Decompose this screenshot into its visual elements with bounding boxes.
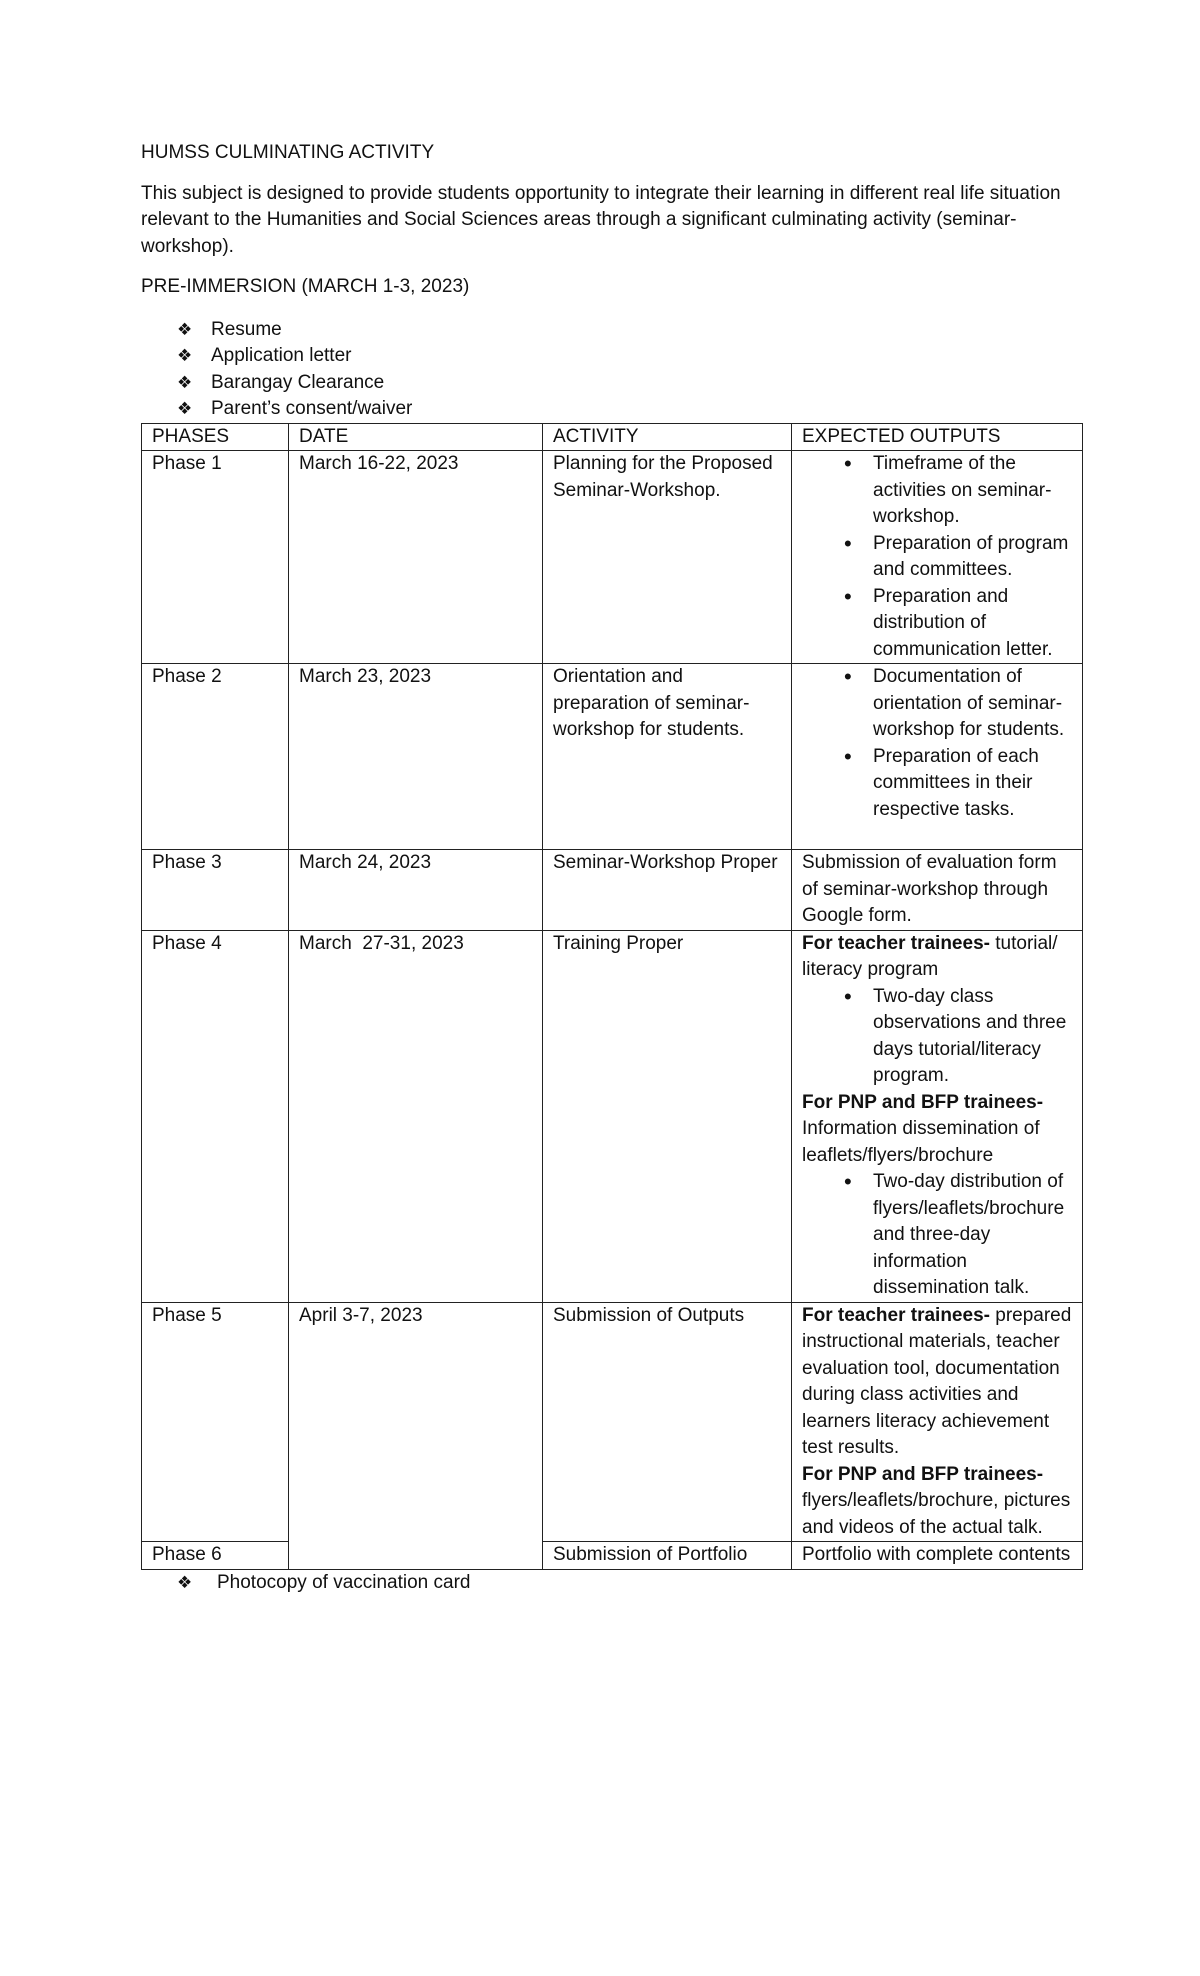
list-item: • Preparation and distribution of communication letter. [844, 584, 1072, 664]
table-row [142, 850, 1083, 931]
pre-immersion-heading: PRE-IMMERSION (MARCH 1-3, 2023) [141, 276, 470, 297]
teacher-trainees-label: For teacher trainees- [802, 1304, 990, 1326]
list-item: • Preparation of program and committees. [844, 531, 1072, 584]
list-item: ❖ Application letter [177, 343, 1081, 370]
phase-cell: Phase 3 [142, 850, 289, 931]
list-item: • Two-day class observations and three days tutorial/literacy program. [844, 984, 1072, 1090]
date-cell: March 27-31, 2023 [289, 930, 543, 1302]
list-item: • Documentation of orientation of seminar-workshop for students. [844, 664, 1072, 744]
outputs-list [802, 1169, 1072, 1302]
after-table-list [141, 1570, 1081, 1597]
schedule-table [141, 423, 1083, 1570]
outputs-cell [792, 451, 1083, 664]
table-row [142, 1302, 1083, 1542]
pnp-trainees-paragraph [802, 1462, 1072, 1542]
outputs-list [802, 984, 1072, 1090]
teacher-trainees-text: tutorial/ literacy program [802, 932, 1058, 980]
phase-cell: Phase 1 [142, 451, 289, 664]
teacher-trainees-label: For teacher trainees- [802, 932, 990, 954]
table-header-row [142, 423, 1083, 451]
phase-cell: Phase 6 [142, 1542, 289, 1570]
pnp-trainees-label: For PNP and BFP trainees- [802, 1091, 1044, 1113]
list-item: ❖ Resume [177, 317, 1081, 344]
date-cell: March 16-22, 2023 [289, 451, 543, 664]
activity-cell: Seminar-Workshop Proper [543, 850, 792, 931]
pnp-trainees-text: flyers/leaflets/brochure, pictures and videos of the actual talk. [802, 1490, 1071, 1538]
header-activity: ACTIVITY [543, 423, 792, 451]
phase-cell: Phase 4 [142, 930, 289, 1302]
activity-cell: Planning for the Proposed Seminar-Workshop. [543, 451, 792, 664]
document-title: HUMSS CULMINATING ACTIVITY [141, 142, 435, 163]
activity-cell: Training Proper [543, 930, 792, 1302]
outputs-list [802, 664, 1072, 823]
activity-cell: Orientation and preparation of seminar-workshop for students. [543, 664, 792, 850]
intro-paragraph: This subject is designed to provide students opportunity to integrate their learning in different real life situation relevant to the Humanities and Social Sciences areas through a significant culminating activity (seminar-workshop). [141, 182, 1061, 257]
pnp-trainees-label: For PNP and BFP trainees- [802, 1463, 1044, 1485]
date-cell: April 3-7, 2023 [289, 1302, 543, 1569]
phase-cell: Phase 2 [142, 664, 289, 850]
pnp-trainees-text: Information dissemination of leaflets/flyers/brochure [802, 1118, 1040, 1166]
outputs-cell [792, 664, 1083, 850]
table-row [142, 930, 1083, 1302]
table-row [142, 1542, 1083, 1570]
list-item: ❖ Barangay Clearance [177, 370, 1081, 397]
phase-cell: Phase 5 [142, 1302, 289, 1542]
outputs-list [802, 451, 1072, 663]
header-phases: PHASES [142, 423, 289, 451]
teacher-trainees-paragraph [802, 931, 1072, 984]
pnp-trainees-paragraph [802, 1090, 1072, 1170]
table-row [142, 664, 1083, 850]
date-cell: March 23, 2023 [289, 664, 543, 850]
teacher-trainees-text: prepared instructional materials, teacher evaluation tool, documentation during class activities and learners literacy achievement test results. [802, 1304, 1072, 1458]
outputs-cell [792, 1302, 1083, 1542]
document-body [141, 140, 1081, 1596]
header-date: DATE [289, 423, 543, 451]
outputs-cell: Submission of evaluation form of seminar-workshop through Google form. [792, 850, 1083, 931]
date-cell: March 24, 2023 [289, 850, 543, 931]
outputs-cell: Portfolio with complete contents [792, 1542, 1083, 1570]
header-expected-outputs: EXPECTED OUTPUTS [792, 423, 1083, 451]
list-item: • Preparation of each committees in their respective tasks. [844, 744, 1072, 824]
requirements-list [141, 317, 1081, 423]
teacher-trainees-paragraph [802, 1303, 1072, 1462]
table-row [142, 451, 1083, 664]
activity-cell: Submission of Outputs [543, 1302, 792, 1542]
list-item: • Timeframe of the activities on seminar-workshop. [844, 451, 1072, 531]
list-item: ❖ Parent’s consent/waiver [177, 396, 1081, 423]
list-item: • Two-day distribution of flyers/leaflets/brochure and three-day information dissemination talk. [844, 1169, 1072, 1302]
list-item: ❖ Photocopy of vaccination card [177, 1570, 1081, 1597]
activity-cell: Submission of Portfolio [543, 1542, 792, 1570]
outputs-cell [792, 930, 1083, 1302]
